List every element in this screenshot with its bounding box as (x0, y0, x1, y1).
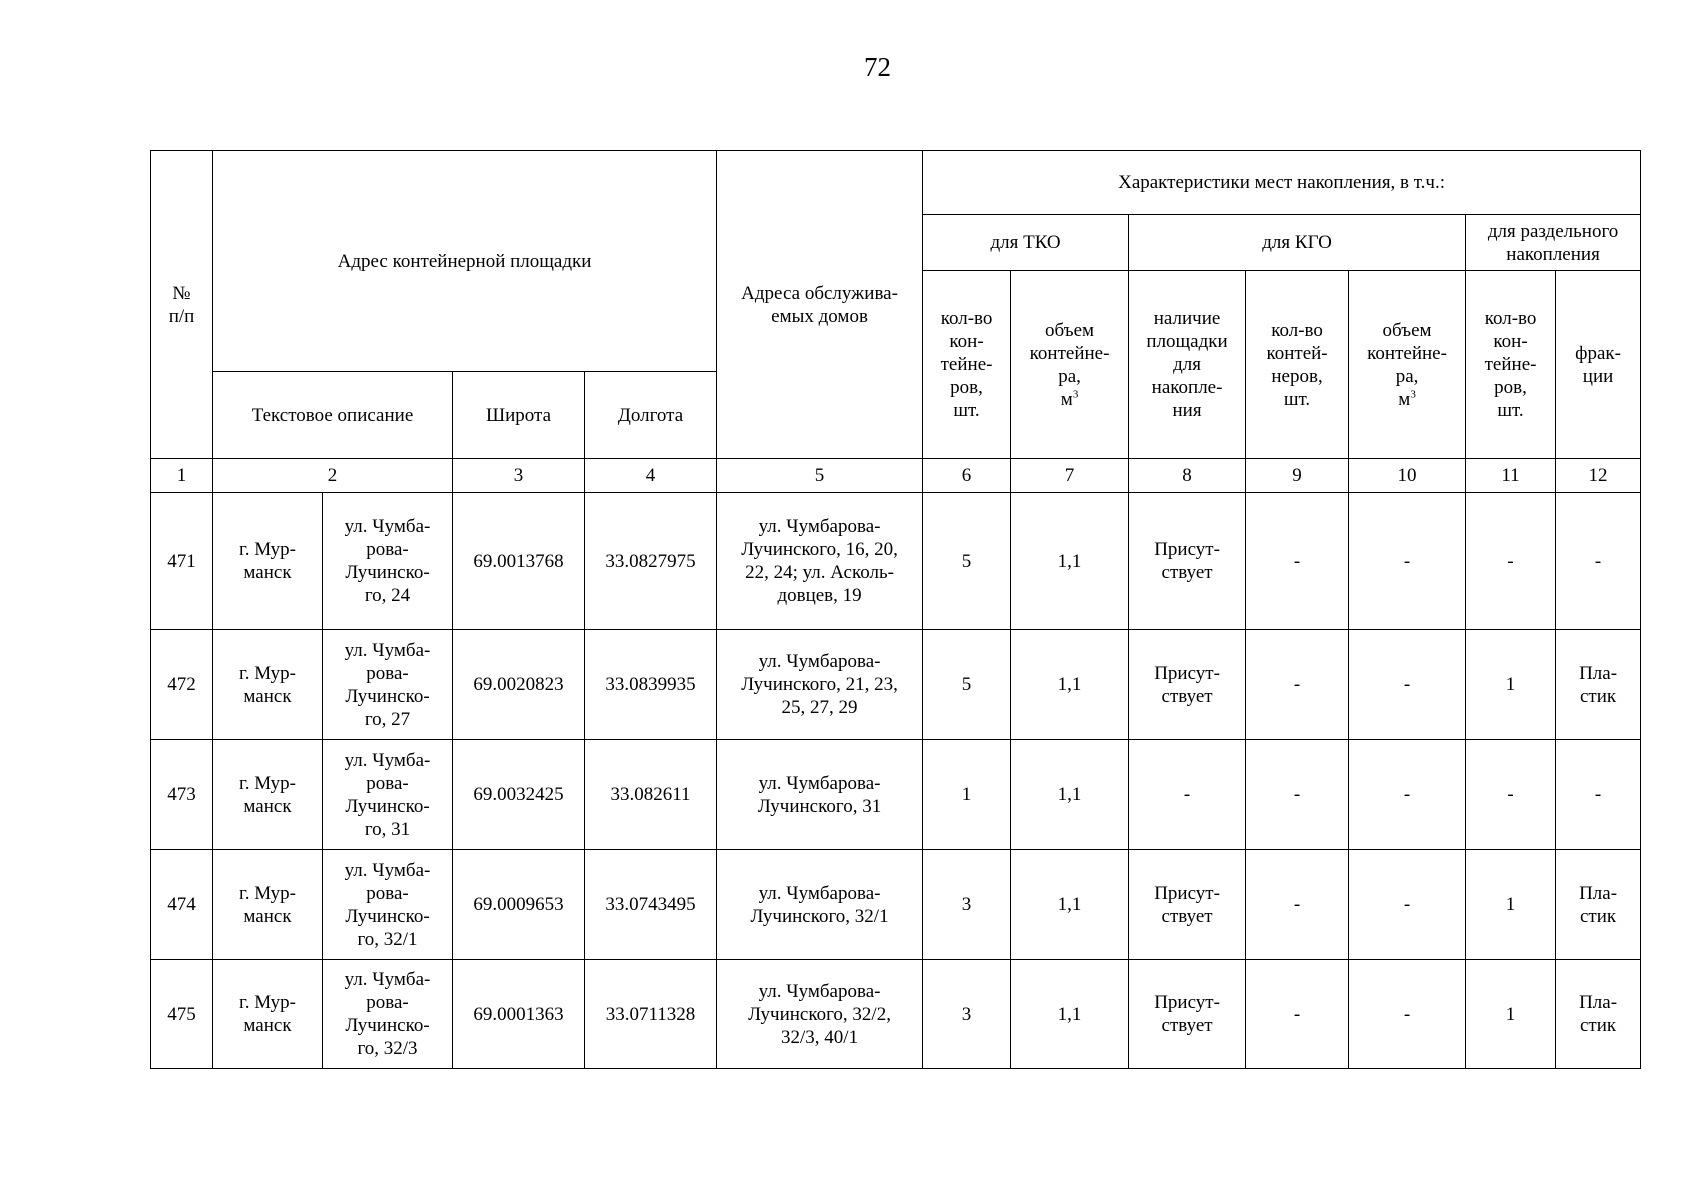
row-city: г. Мур- манск (213, 960, 323, 1069)
row-fractions: - (1556, 740, 1641, 850)
header-kgo-presence: наличие площадки для накопле- ния (1129, 271, 1246, 459)
row-sep-count: 1 (1466, 960, 1556, 1069)
column-number: 8 (1129, 459, 1246, 493)
row-longitude: 33.0743495 (585, 850, 717, 960)
header-tko: для ТКО (923, 215, 1129, 271)
row-sep-count: - (1466, 740, 1556, 850)
table-row (151, 493, 1641, 630)
row-fractions: Пла- стик (1556, 960, 1641, 1069)
row-latitude: 69.0013768 (453, 493, 585, 630)
row-kgo-count: - (1246, 960, 1349, 1069)
column-number: 7 (1011, 459, 1129, 493)
row-latitude: 69.0009653 (453, 850, 585, 960)
row-served-houses: ул. Чумбарова- Лучинского, 32/2, 32/3, 40/1 (717, 960, 923, 1069)
row-kgo-count: - (1246, 493, 1349, 630)
container-sites-table (150, 150, 1641, 1069)
row-latitude: 69.0001363 (453, 960, 585, 1069)
row-sep-count: 1 (1466, 850, 1556, 960)
column-number: 4 (585, 459, 717, 493)
row-tko-volume: 1,1 (1011, 850, 1129, 960)
header-separate: для раздельного накопления (1466, 215, 1641, 271)
row-served-houses: ул. Чумбарова- Лучинского, 21, 23, 25, 27, 29 (717, 630, 923, 740)
header-text-description: Текстовое описание (213, 372, 453, 459)
header-kgo-volume: объем контейне- ра, $м^3$ (1349, 271, 1466, 459)
header-num: № п/п (151, 151, 213, 459)
row-kgo-volume: - (1349, 960, 1466, 1069)
row-number: 473 (151, 740, 213, 850)
row-street: ул. Чумба- рова- Лучинско- го, 32/3 (323, 960, 453, 1069)
header-tko-volume: объем контейне- ра, $м^3$ (1011, 271, 1129, 459)
row-sep-count: - (1466, 493, 1556, 630)
row-city: г. Мур- манск (213, 493, 323, 630)
header-fractions: фрак- ции (1556, 271, 1641, 459)
row-street: ул. Чумба- рова- Лучинско- го, 24 (323, 493, 453, 630)
row-street: ул. Чумба- рова- Лучинско- го, 27 (323, 630, 453, 740)
row-kgo-volume: - (1349, 740, 1466, 850)
row-tko-volume: 1,1 (1011, 630, 1129, 740)
row-city: г. Мур- манск (213, 740, 323, 850)
row-street: ул. Чумба- рова- Лучинско- го, 32/1 (323, 850, 453, 960)
table-row (151, 960, 1641, 1069)
header-tko-count: кол-во кон- тейне- ров, шт. (923, 271, 1011, 459)
row-fractions: Пла- стик (1556, 630, 1641, 740)
row-tko-count: 3 (923, 850, 1011, 960)
row-kgo-presence: - (1129, 740, 1246, 850)
row-tko-count: 3 (923, 960, 1011, 1069)
row-kgo-presence: Присут- ствует (1129, 493, 1246, 630)
row-longitude: 33.082611 (585, 740, 717, 850)
row-number: 474 (151, 850, 213, 960)
row-longitude: 33.0711328 (585, 960, 717, 1069)
row-number: 471 (151, 493, 213, 630)
row-latitude: 69.0032425 (453, 740, 585, 850)
column-number: 12 (1556, 459, 1641, 493)
row-kgo-volume: - (1349, 493, 1466, 630)
row-kgo-volume: - (1349, 630, 1466, 740)
page-number: 72 (864, 52, 891, 82)
row-tko-volume: 1,1 (1011, 740, 1129, 850)
header-served-houses: Адреса обслужива- емых домов (717, 151, 923, 459)
row-tko-count: 5 (923, 630, 1011, 740)
column-numbers-row (151, 459, 1641, 493)
header-address-group: Адрес контейнерной площадки (213, 151, 717, 372)
column-number: 3 (453, 459, 585, 493)
row-number: 475 (151, 960, 213, 1069)
header-row-1 (151, 151, 1641, 215)
column-number: 2 (213, 459, 453, 493)
row-kgo-presence: Присут- ствует (1129, 630, 1246, 740)
header-sep-count: кол-во кон- тейне- ров, шт. (1466, 271, 1556, 459)
row-number: 472 (151, 630, 213, 740)
table-row (151, 740, 1641, 850)
row-latitude: 69.0020823 (453, 630, 585, 740)
row-kgo-presence: Присут- ствует (1129, 960, 1246, 1069)
row-tko-count: 5 (923, 493, 1011, 630)
row-city: г. Мур- манск (213, 850, 323, 960)
header-characteristics: Характеристики мест накопления, в т.ч.: (923, 151, 1641, 215)
header-kgo: для КГО (1129, 215, 1466, 271)
row-kgo-volume: - (1349, 850, 1466, 960)
column-number: 5 (717, 459, 923, 493)
row-tko-count: 1 (923, 740, 1011, 850)
row-tko-volume: 1,1 (1011, 493, 1129, 630)
table-row (151, 630, 1641, 740)
row-kgo-count: - (1246, 630, 1349, 740)
row-served-houses: ул. Чумбарова- Лучинского, 32/1 (717, 850, 923, 960)
column-number: 11 (1466, 459, 1556, 493)
row-city: г. Мур- манск (213, 630, 323, 740)
row-fractions: Пла- стик (1556, 850, 1641, 960)
row-longitude: 33.0839935 (585, 630, 717, 740)
row-kgo-presence: Присут- ствует (1129, 850, 1246, 960)
header-longitude: Долгота (585, 372, 717, 459)
row-served-houses: ул. Чумбарова- Лучинского, 16, 20, 22, 24; ул. Асколь- довцев, 19 (717, 493, 923, 630)
column-number: 1 (151, 459, 213, 493)
row-sep-count: 1 (1466, 630, 1556, 740)
row-street: ул. Чумба- рова- Лучинско- го, 31 (323, 740, 453, 850)
row-kgo-count: - (1246, 740, 1349, 850)
column-number: 9 (1246, 459, 1349, 493)
row-tko-volume: 1,1 (1011, 960, 1129, 1069)
table-row (151, 850, 1641, 960)
column-number: 10 (1349, 459, 1466, 493)
header-latitude: Широта (453, 372, 585, 459)
row-longitude: 33.0827975 (585, 493, 717, 630)
row-served-houses: ул. Чумбарова- Лучинского, 31 (717, 740, 923, 850)
row-kgo-count: - (1246, 850, 1349, 960)
header-kgo-count: кол-во контей- неров, шт. (1246, 271, 1349, 459)
row-fractions: - (1556, 493, 1641, 630)
column-number: 6 (923, 459, 1011, 493)
